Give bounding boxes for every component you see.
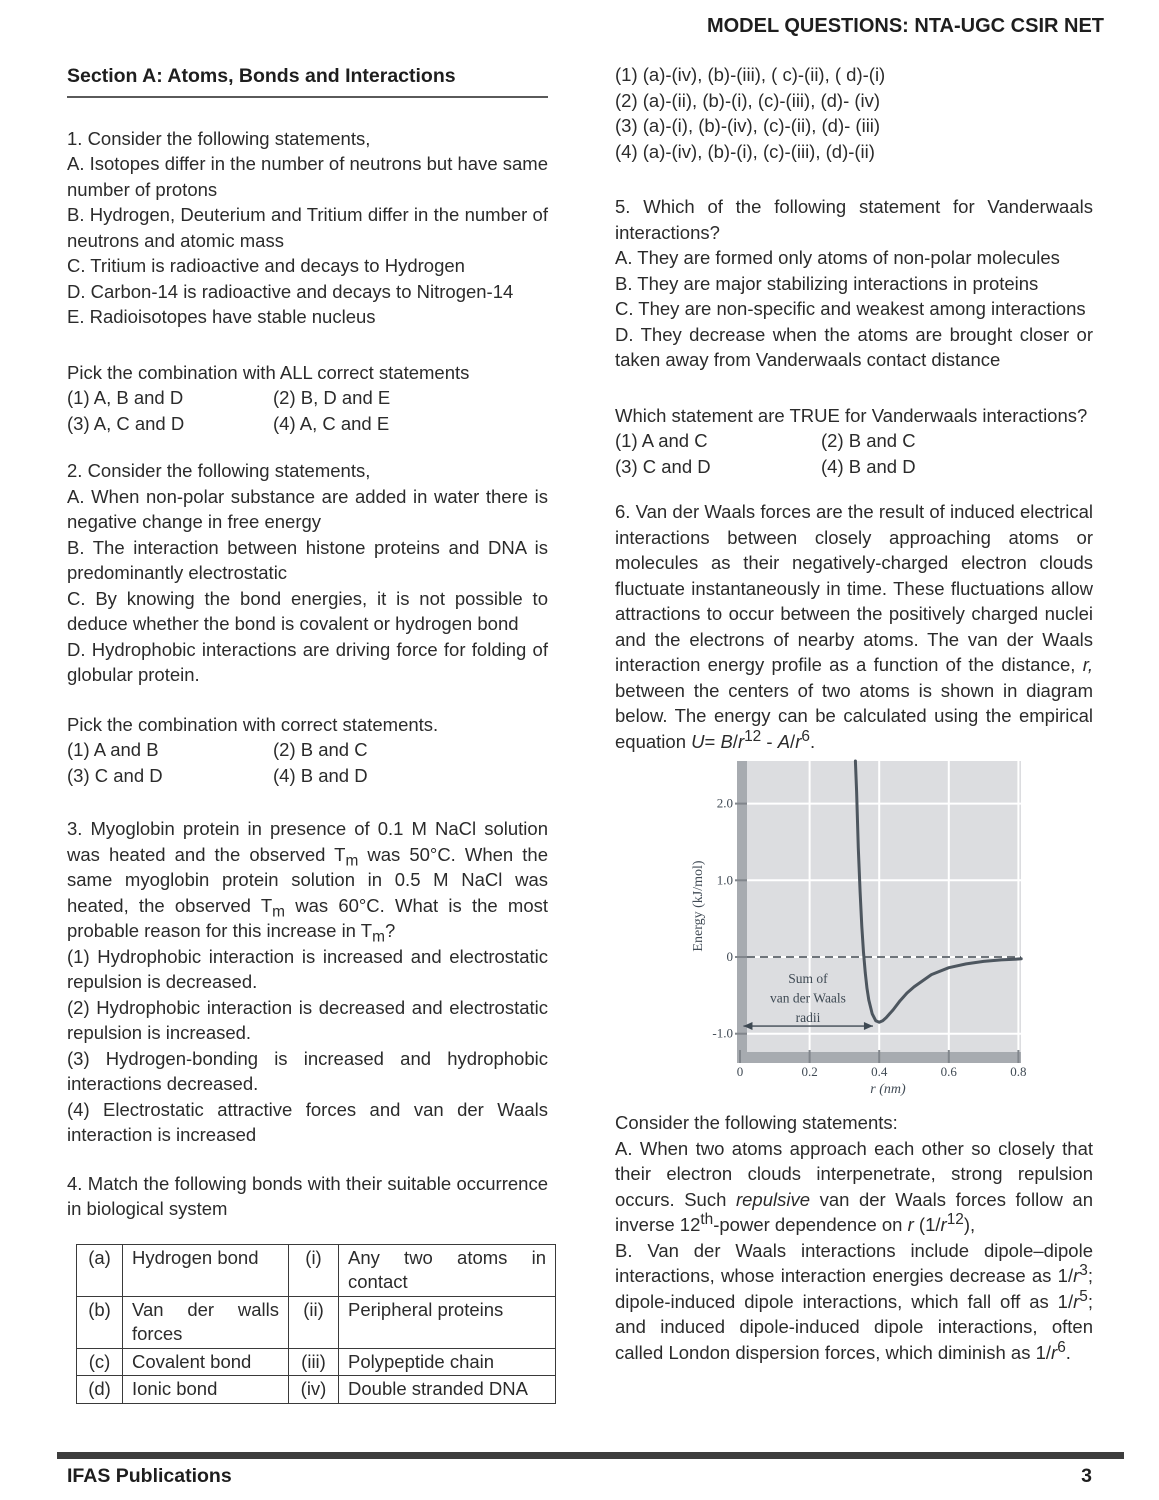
statement: C. They are non-specific and weakest among interactions [615,298,1086,319]
table-cell: (d) [77,1376,123,1404]
question-5 [615,194,1093,373]
statement: D. Carbon-14 is radioactive and decays to Nitrogen-14 [67,280,514,302]
table-cell: Ionic bond [123,1376,289,1404]
y-axis-bar [737,761,747,1063]
option: (2) B and C [821,430,916,451]
question-5-true-question: Which statement are TRUE for Vanderwaals interactions? [615,404,1088,426]
footer-page-number: 3 [1081,1465,1092,1487]
svg-text:Sum of: Sum of [788,971,828,986]
svg-text:0.8: 0.8 [1010,1064,1027,1079]
question-2-intro: 2. Consider the following statements, [67,460,371,481]
option: (3) (a)-(i), (b)-(iv), (c)-(ii), (d)- (iii) [615,115,881,136]
statement: B. Hydrogen, Deuterium and Tritium differ in the number of neutrons and atomic mass [67,204,548,251]
table-cell: Covalent bond [123,1348,289,1376]
section-title: Section A: Atoms, Bonds and Interactions [67,65,456,87]
option: (1) A and B [67,739,159,760]
option: (3) C and D [615,455,711,477]
svg-text:0.4: 0.4 [871,1064,888,1079]
question-1-intro: 1. Consider the following statements, [67,127,371,149]
statement: A. They are formed only atoms of non-polar molecules [615,247,1060,268]
table-cell: (a) [77,1244,123,1296]
section-divider [67,96,548,98]
question-3 [67,816,548,1148]
x-axis-title: r (nm) [870,1082,906,1097]
question-5-intro: 5. Which of the following statement for Vanderwaals interactions? [615,196,1093,243]
statement: A. Isotopes differ in the number of neutrons but have same number of protons [67,153,548,200]
option: (4) (a)-(iv), (b)-(i), (c)-(iii), (d)-(ii) [615,140,875,162]
svg-text:0: 0 [726,949,733,964]
table-row [77,1348,556,1376]
option: (1) A and C [615,430,708,451]
footer-publisher: IFAS Publications [67,1465,232,1487]
table-cell: (iv) [289,1376,339,1404]
statement: B. Van der Waals interactions include dipole–dipole interactions, whose interaction energies decrease as $1/r^3$; dipole-induced dipole interactions, which fall off as $1/r^5$; and induced dipole-induced dipole interactions, often called London dispersion forces, which diminish as $1/r^6$. [615,1239,1093,1363]
svg-text:0.6: 0.6 [940,1064,957,1079]
question-5-true-block [615,403,1093,480]
table-cell: (iii) [289,1348,339,1376]
svg-text:2.0: 2.0 [716,795,733,811]
energy-profile-plot [630,754,1030,1098]
option: (1) A, B and D [67,387,184,408]
option: (2) Hydrophobic interaction is decreased and electrostatic repulsion is increased. [67,996,548,1043]
table-cell: (ii) [289,1296,339,1348]
table-cell: Polypeptide chain [339,1348,556,1376]
statement: A. When non-polar substance are added in water there is negative change in free energy [67,485,548,532]
question-1-options [67,385,548,436]
option: (1) Hydrophobic interaction is increased and electrostatic repulsion is decreased. [67,945,548,992]
question-3-text: 3. Myoglobin protein in presence of 0.1 M NaCl solution was heated and the observed $T_m$ was 50°C. When the same myoglobin protein solution in 0.5 M NaCl was heated, the observed $T_m$ was 60°C. What is the most probable reason for this increase in $T_m$? [67,818,548,946]
table-cell: Hydrogen bond [123,1244,289,1296]
option: (3) Hydrogen-bonding is increased and hydrophobic interactions decreased. [67,1047,548,1094]
option: (4) B and D [273,764,368,786]
energy-profile-chart [630,754,1030,1098]
y-axis-title: Energy (kJ/mol) [691,860,706,952]
svg-text:radii: radii [795,1010,821,1025]
statement: C. Tritium is radioactive and decays to Hydrogen [67,255,465,276]
statement: C. By knowing the bond energies, it is not possible to deduce whether the bond is covalent or hydrogen bond [67,587,548,634]
statement: A. When two atoms approach each other so closely that their electron clouds interpenetrate, strong repulsion occurs. Such repulsive van der Waals forces follow an inverse 12th-power dependence on r $(1/r^{12})$, [615,1137,1093,1235]
question-6-text: 6. Van der Waals forces are the result of induced electrical interactions between closely approaching atoms or molecules as their negatively-charged electron clouds fluctuate instantaneously in time. These fluctuations allow attractions to occur between the positively charged nuclei and the electrons of nearby atoms. The van der Waals interaction energy profile as a function of the distance, r, between the centers of two atoms is shown in diagram below. The energy can be calculated using the empirical equation $U= B/r^{12} - A/r^6$. [615,501,1093,752]
page-header-title: MODEL QUESTIONS: NTA-UGC CSIR NET [706,15,1104,37]
question-5-options [615,428,1093,479]
question-2-options [67,737,548,788]
option: (4) B and D [821,455,916,477]
table-row [77,1376,556,1404]
option: (2) B and C [273,739,368,760]
svg-text:0: 0 [736,1064,744,1079]
option: (1) (a)-(iv), (b)-(iii), ( c)-(ii), ( d)-(i) [615,64,886,85]
question-4-text: 4. Match the following bonds with their suitable occurrence in biological system [67,1172,548,1219]
statement: E. Radioisotopes have stable nucleus [67,306,376,327]
svg-text:-1.0: -1.0 [712,1025,733,1041]
question-1 [67,126,548,330]
question-2-pick: Pick the combination with correct statements. [67,713,439,735]
option: (3) C and D [67,764,163,786]
option: (4) A, C and E [273,412,390,434]
option: (2) (a)-(ii), (b)-(i), (c)-(iii), (d)- (iv) [615,89,881,111]
table-cell: Any two atoms in contact [339,1244,556,1296]
footer-divider [57,1452,1124,1459]
question-4-options [615,62,1093,164]
table-cell: Double stranded DNA [339,1376,556,1404]
table-cell: (b) [77,1296,123,1348]
option: (4) Electrostatic attractive forces and van der Waals interaction is increased [67,1098,548,1145]
consider-statements [615,1110,1093,1365]
question-1-pick: Pick the combination with ALL correct statements [67,361,470,383]
table-cell: Peripheral proteins [339,1296,556,1348]
table-row [77,1244,556,1296]
svg-text:0.2: 0.2 [801,1064,818,1079]
consider-intro: Consider the following statements: [615,1112,898,1133]
left-column [67,0,548,1404]
table-row [77,1296,556,1348]
option: (3) A, C and D [67,412,185,434]
statement: B. The interaction between histone proteins and DNA is predominantly electrostatic [67,536,548,583]
right-column [615,0,1093,1365]
match-table [76,1244,556,1404]
svg-text:1.0: 1.0 [716,872,733,888]
svg-text:van der Waals: van der Waals [770,990,846,1006]
table-cell: (c) [77,1348,123,1376]
statement: D. They decrease when the atoms are brought closer or taken away from Vanderwaals contact distance [615,323,1093,370]
table-cell: Van der walls forces [123,1296,289,1348]
option: (2) B, D and E [273,387,391,408]
table-cell: (i) [289,1244,339,1296]
statement: B. They are major stabilizing interactions in proteins [615,272,1039,294]
question-2 [67,458,548,688]
statement: D. Hydrophobic interactions are driving force for folding of globular protein. [67,638,548,685]
